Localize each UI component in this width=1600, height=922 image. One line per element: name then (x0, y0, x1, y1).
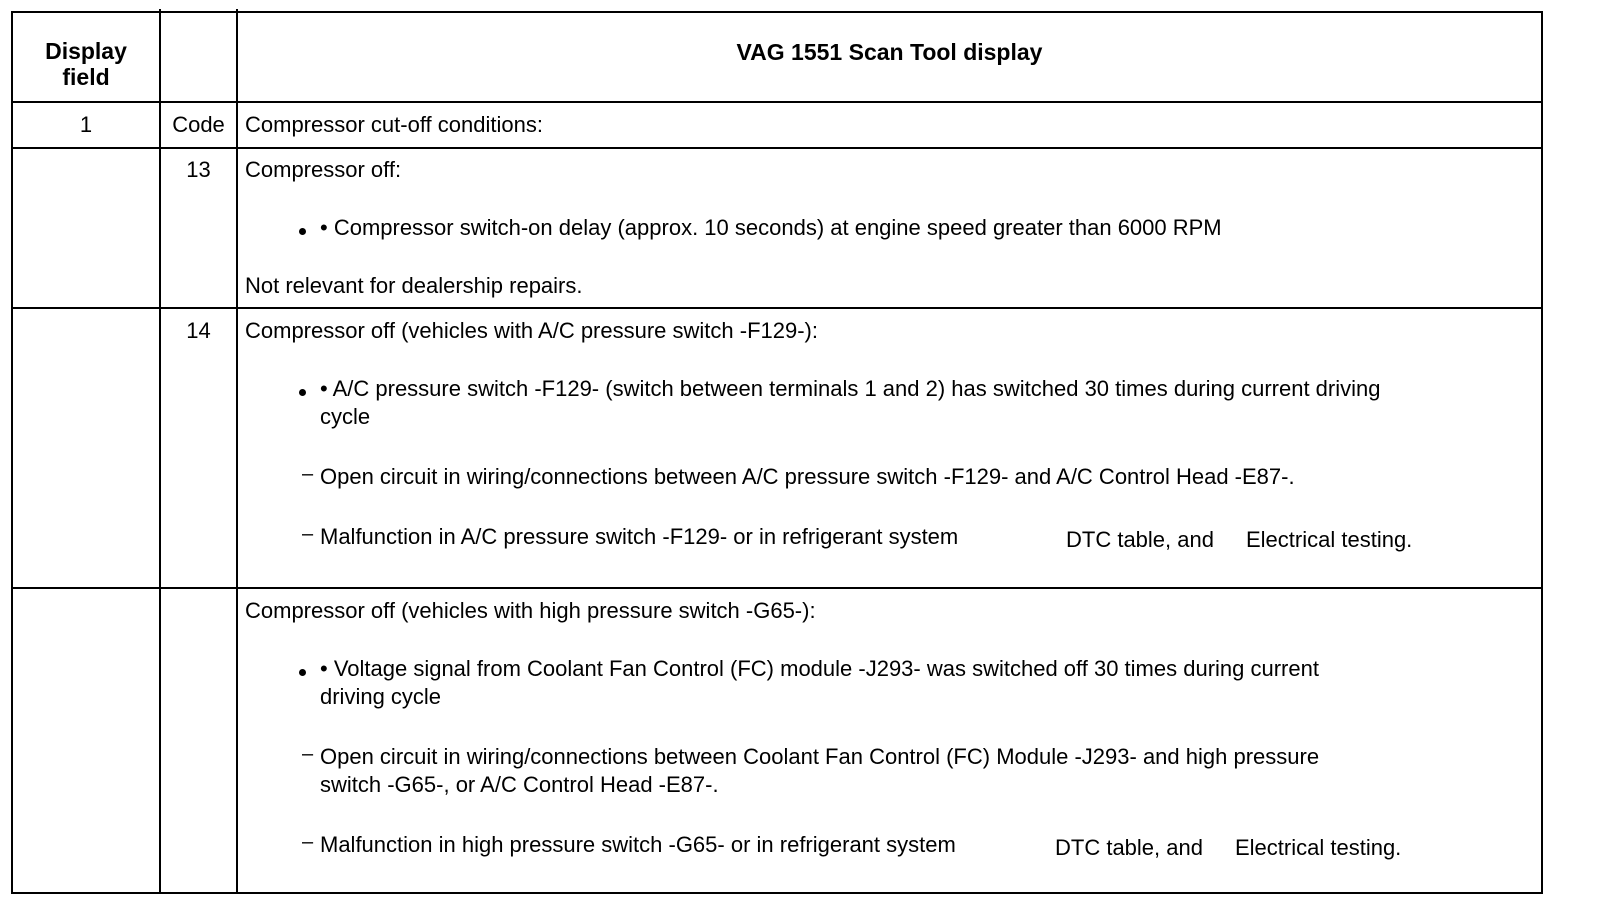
row14-code: 14 (186, 318, 211, 343)
row13-code: 13 (186, 157, 211, 182)
header-display-field (13, 38, 159, 90)
row15-bullet-line1: • Voltage signal from Coolant Fan Control (FC) module -J293- was switched off 30 times during current (320, 656, 1319, 681)
column-divider (159, 9, 161, 894)
row14-dash1: Open circuit in wiring/connections between A/C pressure switch -F129- and A/C Control Head -E87-. (320, 464, 1295, 489)
row13-note: Not relevant for dealership repairs. (245, 273, 583, 298)
row-divider (13, 587, 1541, 589)
row14-bullet-line1: • A/C pressure switch -F129- (switch between terminals 1 and 2) has switched 30 times during current driving (320, 376, 1381, 401)
row13-title: Compressor off: (245, 157, 402, 182)
row15-electrical-testing-link[interactable]: Electrical testing. (1235, 835, 1402, 860)
row15-dash1-line1: Open circuit in wiring/connections between Coolant Fan Control (FC) Module -J293- and high pressure (320, 744, 1320, 769)
row14-electrical-testing-link[interactable]: Electrical testing. (1246, 527, 1413, 552)
row15-title: Compressor off (vehicles with high pressure switch -G65-): (245, 598, 816, 623)
header-divider (13, 101, 1541, 103)
row14-dtc-table-link[interactable]: DTC table, and (1066, 527, 1214, 552)
row15-dash2-text: Malfunction in high pressure switch -G65- or in refrigerant system (320, 832, 956, 857)
row14-title: Compressor off (vehicles with A/C pressure switch -F129-): (245, 318, 818, 343)
row15-dash1-line2: switch -G65-, or A/C Control Head -E87-. (320, 772, 719, 797)
row-divider (13, 147, 1541, 149)
row14-bullet-line2: cycle (320, 404, 371, 429)
row15-dtc-table-link[interactable]: DTC table, and (1055, 835, 1203, 860)
row13-bullet: • Compressor switch-on delay (approx. 10 seconds) at engine speed greater than 6000 RPM (320, 215, 1222, 240)
bullet-icon (299, 228, 306, 235)
row1-code: Code (172, 112, 225, 137)
dash-icon: – (302, 523, 314, 545)
row1-text: Compressor cut-off conditions: (245, 112, 543, 137)
row1-field: 1 (79, 112, 93, 137)
row-divider (13, 307, 1541, 309)
dash-icon: – (302, 831, 314, 853)
bullet-icon (299, 669, 306, 676)
scan-tool-table (11, 11, 1543, 894)
dash-icon: – (302, 743, 314, 765)
row15-bullet-line2: driving cycle (320, 684, 442, 709)
header-display-field-line2: field (62, 64, 110, 90)
header-display-field-line1: Display (45, 38, 127, 64)
header-scan-tool-display: VAG 1551 Scan Tool display (736, 39, 1043, 65)
bullet-icon (299, 389, 306, 396)
dash-icon: – (302, 463, 314, 485)
row14-dash2-text: Malfunction in A/C pressure switch -F129- or in refrigerant system (320, 524, 959, 549)
column-divider (236, 9, 238, 894)
